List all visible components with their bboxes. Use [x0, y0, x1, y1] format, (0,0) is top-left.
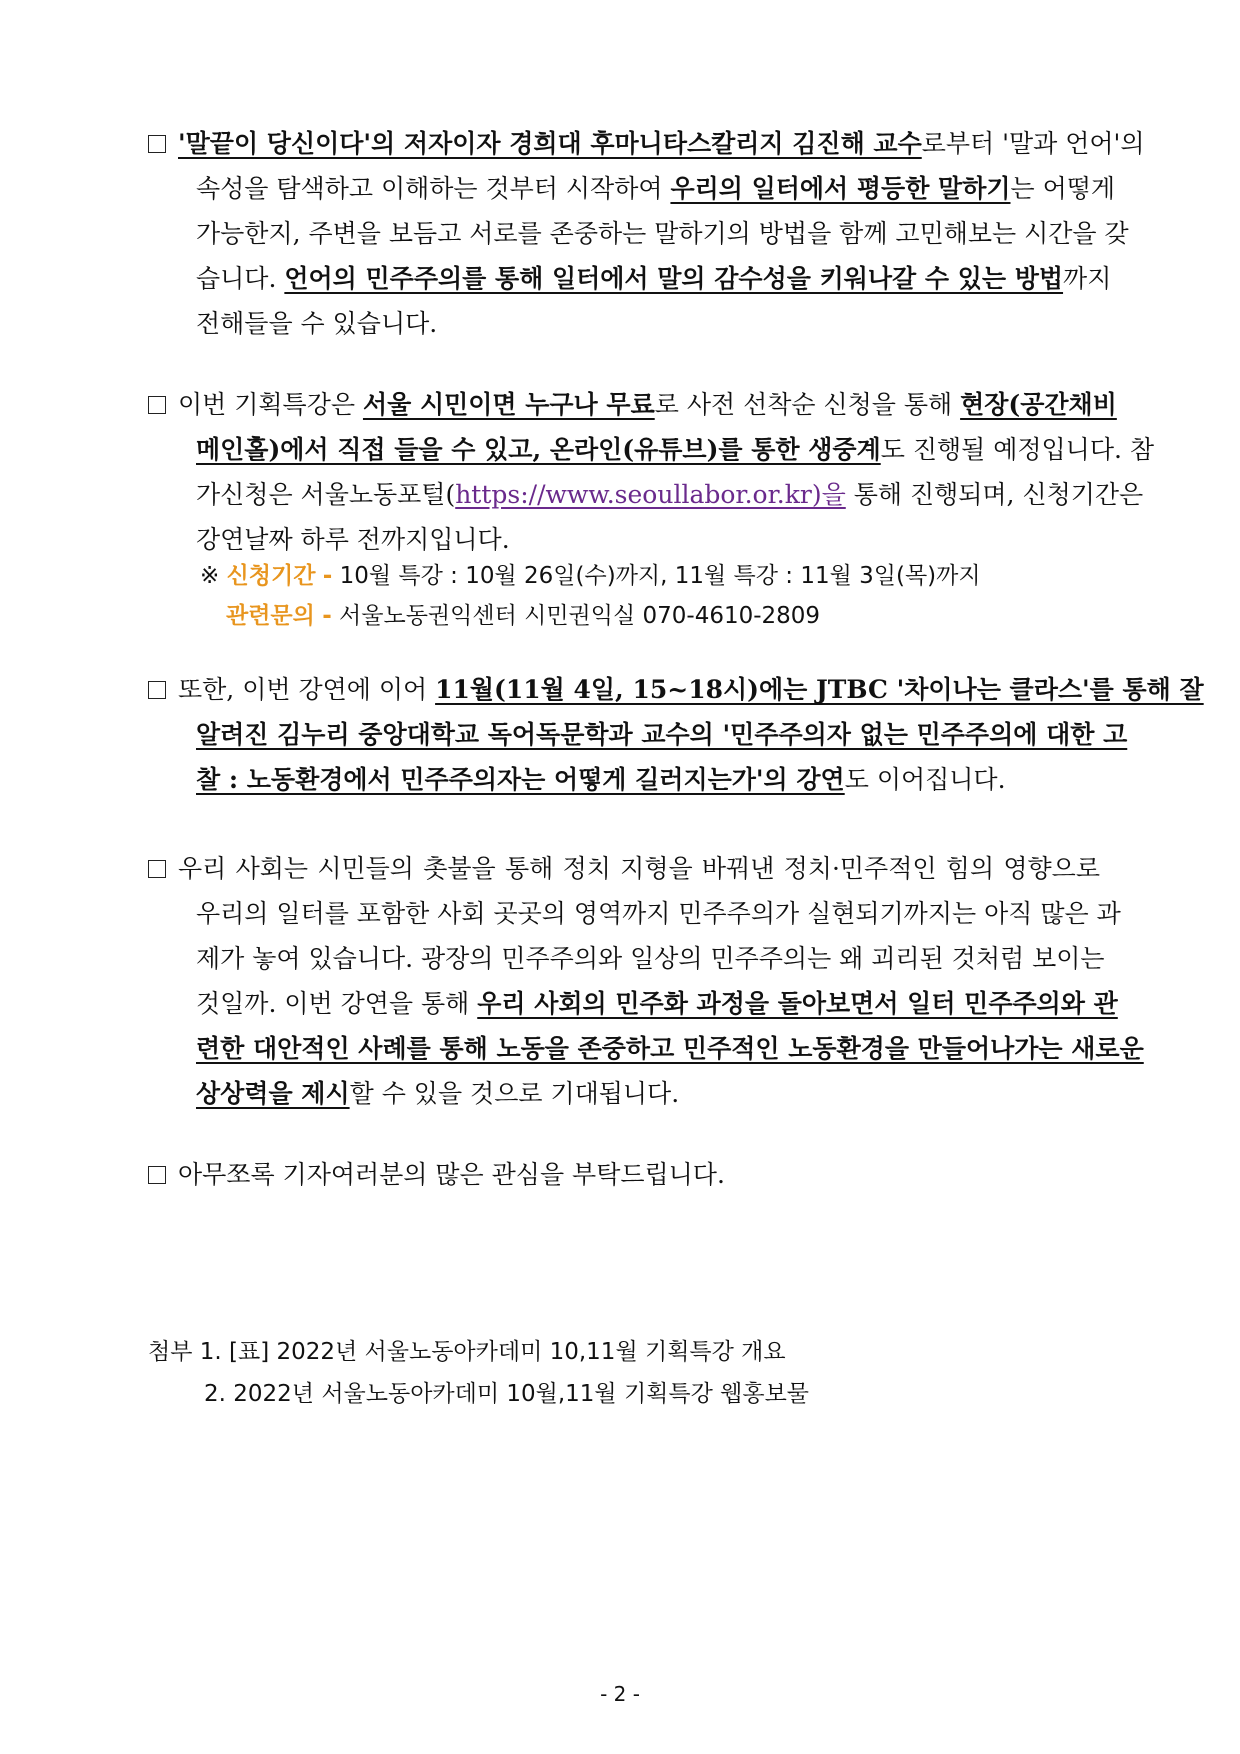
emphasis-text: 우리 사회의 민주화 과정을 돌아보면서 일터 민주주의와 관 — [477, 989, 1118, 1018]
checkbox-bullet-icon — [148, 860, 166, 878]
application-notice — [200, 556, 1080, 636]
emphasis-text: 알려진 김누리 중앙대학교 독어독문학과 교수의 '민주주의자 없는 민주주의에 대한 고 — [196, 720, 1128, 749]
paragraph-november-lecture — [148, 667, 1204, 802]
para-line: 가능한지, 주변을 보듬고 서로를 존중하는 말하기의 방법을 함께 고민해보는 시간을 갖 — [196, 219, 1129, 248]
checkbox-bullet-icon — [148, 135, 166, 153]
para-line — [148, 427, 1155, 472]
para-line — [148, 981, 1118, 1026]
emphasis-text: 찰 : 노동환경에서 민주주의자는 어떻게 길러지는가'의 강연 — [196, 765, 845, 794]
para-line — [148, 472, 1144, 517]
body-text: 우리 사회는 시민들의 촛불을 통해 정치 지형을 바꿔낸 정치·민주적인 힘의 영향으로 — [178, 854, 1100, 883]
para-line — [148, 256, 1112, 301]
para-line: 제가 놓여 있습니다. 광장의 민주주의와 일상의 민주주의는 왜 괴리된 것처럼 보이는 — [196, 944, 1105, 973]
contact-label: 관련문의 — [226, 603, 315, 629]
body-text: 것일까. 이번 강연을 통해 — [196, 989, 478, 1018]
para-line — [148, 1026, 1144, 1071]
para-line — [148, 1152, 1100, 1197]
emphasis-text: 우리의 일터에서 평등한 말하기 — [670, 174, 1011, 203]
para-line — [148, 1071, 1100, 1116]
notice-row-contact — [200, 596, 1080, 636]
seoul-labor-portal-link[interactable]: https://www.seoullabor.or.kr)을 — [455, 480, 846, 509]
attachment-text: 2. 2022년 서울노동아카데미 10월,11월 기획특강 웹홍보물 — [204, 1381, 810, 1407]
attachment-item-2 — [148, 1373, 1100, 1415]
body-text: 또한, 이번 강연에 이어 — [178, 675, 436, 704]
paragraph-registration — [148, 382, 1155, 562]
dash-separator: - — [322, 603, 332, 629]
dash-separator: - — [322, 563, 333, 589]
body-text: 까지 — [1063, 264, 1112, 293]
para-line — [148, 382, 1117, 427]
apply-period-text: 10월 특강 : 10월 26일(수)까지, 11월 특강 : 11월 3일(목)까지 — [339, 563, 981, 589]
notice-row-apply — [200, 556, 1080, 596]
attachments-list — [148, 1331, 1100, 1415]
para-line: 전해들을 수 있습니다. — [196, 309, 438, 338]
body-text: 도 이어집니다. — [844, 765, 1006, 794]
emphasis-text: 메인홀)에서 직접 들을 수 있고, 온라인(유튜브)를 통한 생중계 — [196, 435, 881, 464]
body-text: 습니다. — [196, 264, 285, 293]
page-number: - 2 - — [600, 1682, 640, 1706]
emphasis-text: 상상력을 제시 — [196, 1079, 350, 1108]
body-text: 로부터 '말과 언어'의 — [921, 129, 1145, 158]
para-line — [148, 757, 1100, 802]
body-text: 이번 기획특강은 — [178, 390, 363, 419]
attachment-text: 1. [표] 2022년 서울노동아카데미 10,11월 기획특강 개요 — [199, 1339, 786, 1365]
para-line: 강연날짜 하루 전까지입니다. — [196, 525, 510, 554]
emphasis-text: 언어의 민주주의를 통해 일터에서 말의 감수성을 키워나갈 수 있는 방법 — [284, 264, 1064, 293]
emphasis-text: '말끝이 당신이다'의 저자이자 경희대 후마니타스칼리지 김진해 교수 — [178, 129, 922, 158]
apply-period-label: 신청기간 — [226, 563, 316, 589]
para-line — [148, 846, 1100, 891]
emphasis-text: 련한 대안적인 사례를 통해 노동을 존중하고 민주적인 노동환경을 만들어나가는 새로운 — [196, 1034, 1144, 1063]
body-text: 할 수 있을 것으로 기대됩니다. — [349, 1079, 680, 1108]
para-line — [148, 166, 1116, 211]
para-line — [148, 712, 1128, 757]
emphasis-text: 11월(11월 4일, 15~18시)에는 JTBC '차이나는 클라스'를 통해 잘 — [435, 675, 1204, 704]
para-line — [148, 121, 1145, 166]
paragraph-speaker-intro — [148, 121, 1145, 346]
para-line: 우리의 일터를 포함한 사회 곳곳의 영역까지 민주주의가 실현되기까지는 아직 많은 과 — [196, 899, 1121, 928]
emphasis-text: 서울 시민이면 누구나 무료 — [362, 390, 655, 419]
checkbox-bullet-icon — [148, 681, 166, 699]
body-text: 아무쪼록 기자여러분의 많은 관심을 부탁드립니다. — [178, 1160, 725, 1189]
body-text: 도 진행될 예정입니다. 참 — [880, 435, 1155, 464]
emphasis-text: 현장(공간채비 — [960, 390, 1117, 419]
paragraph-democracy-context — [148, 846, 1144, 1116]
reference-mark: ※ — [200, 563, 220, 589]
para-line — [148, 667, 1204, 712]
attachments-label: 첨부 — [148, 1339, 193, 1365]
body-text: 속성을 탐색하고 이해하는 것부터 시작하여 — [196, 174, 671, 203]
attachment-item-1 — [148, 1331, 1100, 1373]
checkbox-bullet-icon — [148, 396, 166, 414]
body-text: 통해 진행되며, 신청기간은 — [845, 480, 1144, 509]
body-text: 로 사전 선착순 신청을 통해 — [654, 390, 961, 419]
checkbox-bullet-icon — [148, 1166, 166, 1184]
contact-text: 서울노동권익센터 시민권익실 070-4610-2809 — [339, 603, 821, 629]
paragraph-closing — [148, 1152, 1100, 1197]
body-text: 가신청은 서울노동포털( — [196, 480, 456, 509]
body-text: 는 어떻게 — [1010, 174, 1116, 203]
